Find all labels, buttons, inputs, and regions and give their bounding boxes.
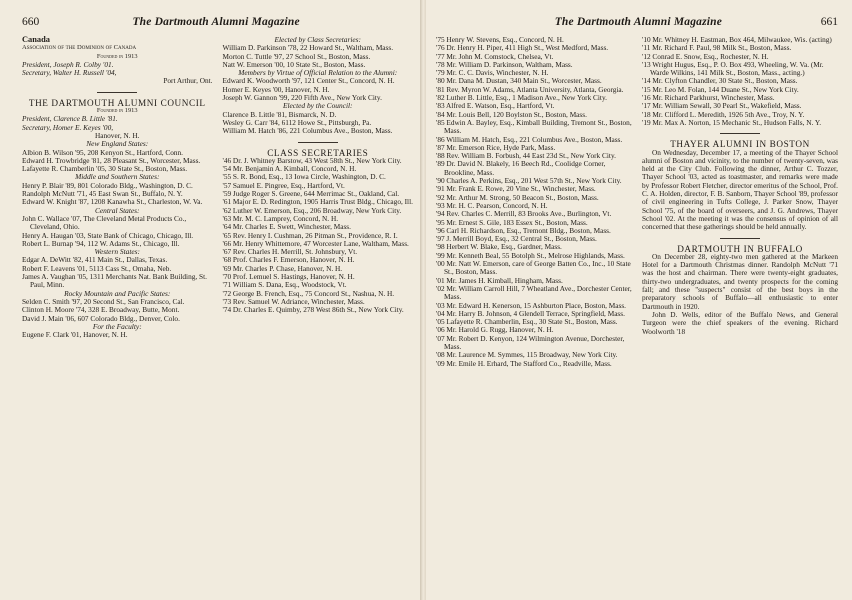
class-secretary-entry: '71 William S. Dana, Esq., Woodstock, Vt.	[222, 280, 347, 290]
divider	[298, 142, 338, 143]
council-line: Hanover, N. H.	[95, 130, 140, 140]
class-secretary-entry: '96 Carl H. Richardson, Esq., Tremont Bldg., Boston, Mass.	[436, 225, 611, 235]
class-secretary-entry: '67 Rev. Charles H. Merrill, St. Johnsbury, Vt.	[222, 247, 358, 257]
class-secretary-entry: '19 Mr. Max A. Norton, 15 Mechanic St., Hudson Falls, N. Y.	[642, 117, 822, 127]
class-secretary-entry: '55 S. R. Bond, Esq., 13 Iowa Circle, Washington, D. C.	[222, 172, 386, 182]
class-secretary-entry: '89 Dr. David N. Blakely, 16 Beech Rd., Coolidge Corner, Brookline, Mass.	[436, 159, 606, 177]
class-secretary-entry: '69 Mr. Charles P. Chase, Hanover, N. H.	[222, 263, 343, 273]
member-entry: David J. Main '06, 607 Colorado Bldg., Denver, Colo.	[22, 313, 180, 323]
left-column-2	[223, 36, 414, 339]
class-secretary-entry: '72 George B. French, Esq., 75 Concord St., Nashua, N. H.	[222, 288, 395, 298]
divider	[720, 133, 760, 134]
class-secretary-entry: '05 Lafayette R. Chamberlin, Esq., 30 State St., Boston, Mass.	[436, 317, 618, 327]
class-secretary-entry: '82 Luther B. Little, Esq., 1 Madison Ave., New York City.	[436, 93, 607, 103]
class-secretaries-list	[223, 157, 414, 315]
class-secretary-entry: '16 Mr. Richard Parkhurst, Winchester, Mass.	[642, 93, 775, 103]
section-title: Members by Virtue of Official Relation to the Alumni:	[238, 68, 398, 78]
class-secretary-entry: '03 Mr. Edward H. Kenerson, 15 Ashburton Place, Boston, Mass.	[436, 300, 627, 310]
class-secretary-entry: '00 Mr. Natt W. Emerson, care of George Batten Co., Inc., 10 State St., Boston, Mass.	[436, 259, 631, 277]
class-secretary-entry: '64 Mr. Charles E. Swett, Winchester, Mass.	[222, 222, 351, 232]
canada-founded: Founded in 1913	[96, 52, 138, 60]
canada-line: President, Joseph R. Colby '01.	[22, 59, 114, 69]
class-secretary-entry: '75 Henry W. Stevens, Esq., Concord, N. H.	[436, 35, 564, 44]
member-entry: Natt W. Emerson '00, 10 State St., Boston, Mass.	[222, 59, 366, 69]
class-secretary-entry: '08 Mr. Laurence M. Symmes, 115 Broadway, New York City.	[436, 350, 618, 360]
class-secretary-entry: '92 Mr. Arthur M. Strong, 50 Beacon St., Boston, Mass.	[436, 192, 599, 202]
section-title: Middle and Southern States:	[75, 172, 160, 182]
class-secretary-entry: '12 Conrad E. Snow, Esq., Rochester, N. H.	[642, 51, 769, 61]
buffalo-heading: DARTMOUTH IN BUFFALO	[677, 243, 803, 254]
class-secretary-entry: '94 Rev. Charles C. Merrill, 83 Brooks Ave., Burlington, Vt.	[436, 209, 612, 219]
left-running-title: The Dartmouth Alumni Magazine	[132, 16, 300, 28]
right-page	[426, 0, 852, 600]
member-entry: Henry P. Blair '89, 801 Colorado Bldg., Washington, D. C.	[22, 180, 193, 190]
member-entry: James A. Vaughan '05, 1311 Merchants Nat. Bank Building, St. Paul, Minn.	[22, 272, 207, 290]
class-secretary-entry: '46 Dr. J. Whitney Barstow, 43 West 58th St., New York City.	[222, 155, 402, 165]
member-entry: Morton C. Tuttle '97, 27 School St., Boston, Mass.	[222, 51, 371, 61]
class-secretary-entry: '85 Edwin A. Bayley, Esq., Kimball Building, Tremont St., Boston, Mass.	[436, 117, 632, 136]
member-entry: Selden C. Smith '97, 20 Second St., San Francisco, Cal.	[22, 296, 185, 306]
class-secretary-entry: '83 Alfred E. Watson, Esq., Hartford, Vt.	[436, 101, 555, 111]
section-title: Western States:	[94, 247, 140, 257]
class-secretary-entry: '06 Mr. Harold G. Rugg, Hanover, N. H.	[436, 325, 554, 335]
member-entry: Edward K. Woodworth '97, 121 Center St., Concord, N. H.	[222, 76, 395, 86]
divider	[97, 92, 137, 93]
class-secretary-entry: '11 Mr. Richard F. Paul, 98 Milk St., Boston, Mass.	[642, 43, 792, 53]
section-title: New England States:	[86, 139, 149, 149]
right-running-title: The Dartmouth Alumni Magazine	[554, 16, 723, 28]
class-secretary-entry: '78 Mr. William D. Parkinson, Waltham, Mass.	[436, 59, 573, 69]
canada-line: Port Arthur, Ont.	[163, 76, 213, 86]
council-sections	[22, 140, 213, 339]
right-column-1	[436, 36, 632, 368]
right-running-head	[436, 0, 838, 30]
council-founded: Founded in 1913	[96, 107, 138, 115]
class-secretary-entry: '70 Prof. Lemuel S. Hastings, Hanover, N. H.	[222, 272, 355, 282]
class-secretary-entry: '54 Mr. Benjamin A. Kimball, Concord, N. H.	[222, 164, 357, 174]
member-entry: Joseph W. Gannon '99, 220 Fifth Ave., New York City.	[222, 93, 382, 103]
class-secretaries-heading: CLASS SECRETARIES	[267, 147, 369, 158]
class-secretary-entry: '66 Mr. Henry Whittemore, 47 Worcester Lane, Waltham, Mass.	[222, 238, 409, 248]
class-secretary-entry: '97 J. Merrill Boyd, Esq., 32 Central St., Boston, Mass.	[436, 234, 597, 244]
class-secretary-entry: '98 Herbert W. Blake, Esq., Gardner, Mass.	[436, 242, 562, 252]
thayer-heading: THAYER ALUMNI IN BOSTON	[670, 139, 810, 150]
left-page-number: 660	[22, 16, 40, 28]
class-secretary-entry: '57 Samuel E. Pingree, Esq., Hartford, Vt.	[222, 180, 345, 190]
member-entry: Henry A. Haugan '03, State Bank of Chicago, Chicago, Ill.	[22, 230, 194, 240]
class-secretary-entry: '59 Judge Roger S. Greene, 644 Merrimac St., Oakland, Cal.	[222, 189, 400, 199]
class-secretary-entry: '61 Major E. D. Redington, 1905 Harris Trust Bldg., Chicago, Ill.	[222, 197, 413, 207]
member-entry: Eugene F. Clark '01, Hanover, N. H.	[22, 330, 128, 340]
class-secretary-entry: '09 Mr. Emile H. Erhard, The Stafford Co., Readville, Mass.	[436, 358, 612, 368]
class-secretary-entry: '74 Dr. Charles E. Quimby, 278 West 86th St., New York City.	[222, 305, 404, 315]
buffalo-text-2: John D. Wells, editor of the Buffalo News, and General Turgeon were the chief speakers of the evening. Richard Woolworth '18	[642, 309, 838, 336]
class-secretary-entry: '13 Wright Hugus, Esq., P. O. Box 493, Wheeling, W. Va. (Mr. Warde Wilkins, 141 Milk St., Boston, Mass., acting.)	[642, 59, 824, 78]
member-entry: Clinton H. Moore '74, 328 E. Broadway, Butte, Mont.	[22, 305, 180, 315]
member-entry: William D. Parkinson '78, 22 Howard St., Waltham, Mass.	[222, 43, 394, 53]
class-secretary-entry: '87 Mr. Emerson Rice, Hyde Park, Mass.	[436, 142, 556, 152]
class-secretary-entry: '17 Mr. William Sewall, 30 Pearl St., Wakefield, Mass.	[642, 101, 802, 111]
section-title: Elected by Class Secretaries:	[274, 35, 362, 44]
council-heading: THE DARTMOUTH ALUMNI COUNCIL	[28, 97, 206, 108]
canada-line: Secretary, Walter H. Russell '04,	[22, 68, 117, 78]
class-secretary-entry: '14 Mr. Clyfton Chandler, 30 State St., Boston, Mass.	[642, 76, 798, 86]
member-entry: Albion B. Wilson '95, 208 Kenyon St., Hartford, Conn.	[22, 147, 184, 157]
class-secretary-entry: '04 Mr. Harry B. Johnson, 4 Glendell Terrace, Springfield, Mass.	[436, 308, 625, 318]
section-title: For the Faculty:	[92, 321, 142, 331]
class-secretary-entry: '91 Mr. Frank E. Rowe, 20 Vine St., Winchester, Mass.	[436, 184, 596, 194]
canada-heading: Canada	[22, 35, 50, 44]
council-sections-2	[223, 36, 414, 136]
left-page	[0, 0, 422, 600]
member-entry: Clarence B. Little '81, Bismarck, N. D.	[222, 109, 337, 119]
class-secretary-entry: '86 William M. Hatch, Esq., 221 Columbus Ave., Boston, Mass.	[436, 134, 623, 144]
class-secretary-entry: '80 Mr. Dana M. Dustan, 340 Main St., Worcester, Mass.	[436, 76, 602, 86]
section-title: Central States:	[94, 205, 140, 215]
member-entry: Randolph McNutt '71, 45 East Swan St., Buffalo, N. Y.	[22, 189, 183, 199]
class-secretary-entry: '10 Mr. Whitney H. Eastman, Box 464, Milwaukee, Wis. (acting)	[642, 35, 832, 44]
section-title: Elected by the Council:	[282, 101, 353, 111]
member-entry: Edward W. Knight '87, 1208 Kanawha St., Charleston, W. Va.	[22, 197, 203, 207]
member-entry: John C. Wallace '07, The Cleveland Metal Products Co., Cleveland, Ohio.	[22, 213, 187, 232]
class-secretary-entry: '07 Mr. Robert D. Kenyon, 124 Wilmington Avenue, Dorchester, Mass.	[436, 333, 625, 351]
thayer-text: On Wednesday, December 17, a meeting of the Thayer School alumni of Boston and vicinity, to the number of twenty-seven, was held at the City Club. Following the dinner, Arthur C. Tozzer, Thayer School '03, acted as toastmaster, and remarks were made by Professor Robert Fletcher, director emeritus of the School, Prof. C. A. Holden, director, F. B. Sanborn, Thayer School '89, professor of civil engineering in Tufts College, J. Parker Snow, Thayer School '75, of the board of overseers, and J. G. Andrews, Thayer School '02. At the meeting it was the consensus of opinion of all concerned that these gatherings should be held annually.	[642, 147, 838, 232]
member-entry: Lafayette R. Chamberlin '05, 30 State St., Boston, Mass.	[22, 164, 188, 174]
class-secretary-entry: '88 Rev. William B. Forbush, 44 East 23d St., New York City.	[436, 151, 616, 161]
class-secretary-entry: '76 Dr. Henry H. Piper, 411 High St., West Medford, Mass.	[436, 43, 609, 53]
class-secretary-entry: '18 Mr. Clifford L. Meredith, 1926 5th Ave., Troy, N. Y.	[642, 109, 805, 119]
class-secretary-entry: '63 Mr. M. C. Lamprey, Concord, N. H.	[222, 213, 339, 223]
class-secretary-entry: '02 Mr. William Carroll Hill, 7 Wheatland Ave., Dorchester Center, Mass.	[436, 283, 632, 302]
member-entry: Wesley G. Carr '84, 6112 Howe St., Pittsburgh, Pa.	[222, 117, 372, 127]
council-line: President, Clarence B. Little '81.	[22, 114, 118, 124]
right-column-2	[642, 36, 838, 368]
member-entry: Edward H. Trowbridge '81, 28 Pleasant St., Worcester, Mass.	[22, 155, 201, 165]
buffalo-text-1: On December 28, eighty-two men gathered at the Markeen Hotel for a Dartmouth Christmas dinner. Randolph McNutt '71 was the host and chairman. There were twenty-eight graduates, thirty-two undergraduates, and twenty prospects for the coming fall; and these "suspects" consist of the best boys in the preparatory schools of Buffalo—all enthusiastic to enter Dartmouth in 1920.	[642, 251, 838, 311]
left-column-1	[22, 36, 213, 339]
member-entry: Robert L. Burnap '94, 112 W. Adams St., Chicago, Ill.	[22, 238, 180, 248]
class-secretary-entry: '01 Mr. James H. Kimball, Hingham, Mass.	[436, 275, 563, 285]
class-secretary-entry: '93 Mr. H. C. Pearson, Concord, N. H.	[436, 200, 548, 210]
class-secretary-entry: '77 Mr. John M. Comstock, Chelsea, Vt.	[436, 51, 554, 61]
class-secretary-entry: '81 Rev. Myron W. Adams, Atlanta University, Atlanta, Georgia.	[436, 84, 624, 94]
class-secretary-entry: '90 Charles A. Perkins, Esq., 201 West 57th St., New York City.	[436, 176, 622, 186]
class-secretary-entry: '84 Mr. Louis Bell, 120 Boylston St., Boston, Mass.	[436, 109, 587, 119]
class-secretary-entry: '79 Mr. C. C. Davis, Winchester, N. H.	[436, 68, 549, 78]
right-page-number: 661	[820, 16, 838, 28]
class-secretary-entry: '65 Rev. Henry I. Cushman, 26 Pitman St., Providence, R. I.	[222, 230, 398, 240]
class-secretary-entry: '62 Luther W. Emerson, Esq., 206 Broadway, New York City.	[222, 205, 402, 215]
class-secretaries-list	[642, 36, 838, 127]
section-title: Rocky Mountain and Pacific States:	[64, 288, 171, 298]
canada-org: Association of the Dominion of Canada	[22, 44, 137, 52]
member-entry: William M. Hatch '86, 221 Columbus Ave., Boston, Mass.	[222, 126, 393, 136]
class-secretary-entry: '73 Rev. Samuel W. Adriance, Winchester, Mass.	[222, 296, 365, 306]
class-secretaries-list	[436, 36, 632, 368]
class-secretary-entry: '95 Mr. Ernest S. Gile, 183 Essex St., Boston, Mass.	[436, 217, 588, 227]
class-secretary-entry: '99 Mr. Kenneth Beal, 55 Botolph St., Melrose Highlands, Mass.	[436, 250, 625, 260]
class-secretary-entry: '68 Prof. Charles F. Emerson, Hanover, N. H.	[222, 255, 355, 265]
member-entry: Edgar A. DeWitt '82, 411 Main St., Dallas, Texas.	[22, 255, 168, 265]
class-secretary-entry: '15 Mr. Leo M. Folan, 144 Duane St., New York City.	[642, 84, 799, 94]
council-line: Secretary, Homer E. Keyes '00,	[22, 122, 114, 132]
left-running-head	[22, 0, 413, 30]
divider	[720, 238, 760, 239]
member-entry: Robert F. Leavens '01, 5113 Cass St., Omaha, Neb.	[22, 263, 172, 273]
member-entry: Homer E. Keyes '00, Hanover, N. H.	[222, 84, 330, 94]
